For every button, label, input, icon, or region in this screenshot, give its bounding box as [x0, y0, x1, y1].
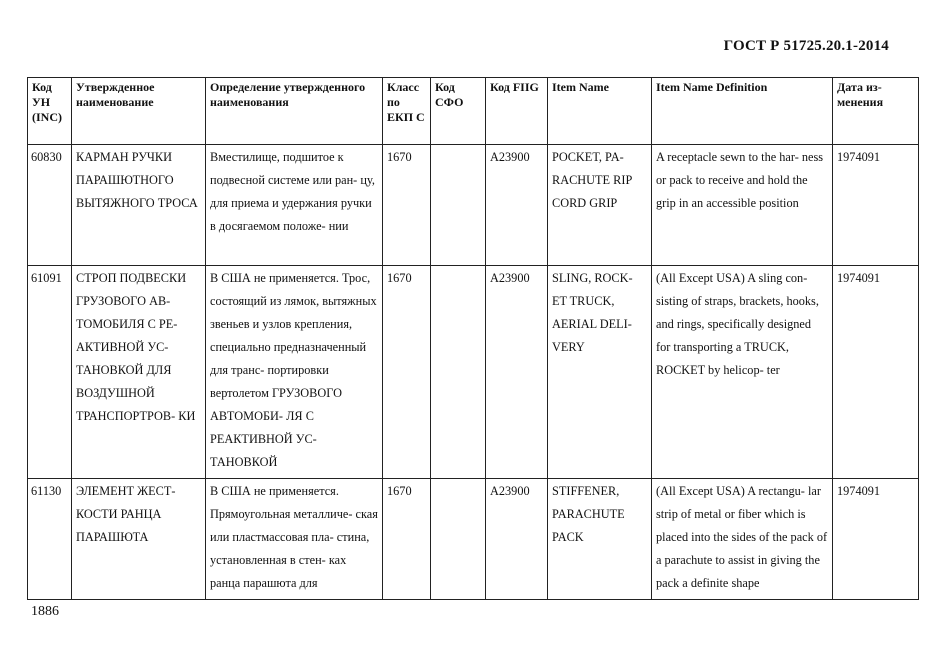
header-change-date: Дата из- менения — [833, 78, 919, 145]
cell-ekps-class: 1670 — [383, 145, 431, 266]
header-fiig-code: Код FIIG — [486, 78, 548, 145]
cell-item-name-definition: (All Except USA) A sling con- sisting of straps, brackets, hooks, and rings, specifically designed for transporting a TRUCK, ROCKET by helicop- ter — [652, 266, 833, 479]
header-name-definition: Определение утвержденного наименования — [206, 78, 383, 145]
cell-fiig-code: A23900 — [486, 145, 548, 266]
cell-change-date: 1974091 — [833, 266, 919, 479]
cell-item-name: SLING, ROCK- ET TRUCK, AERIAL DELI- VERY — [548, 266, 652, 479]
catalog-table-container — [27, 77, 918, 600]
catalog-table — [27, 77, 919, 600]
cell-inc-code: 61130 — [28, 479, 72, 600]
header-inc-code: Код УН (INC) — [28, 78, 72, 145]
cell-inc-code: 61091 — [28, 266, 72, 479]
cell-item-name: POCKET, PA- RACHUTE RIP CORD GRIP — [548, 145, 652, 266]
cell-sfo-code — [431, 145, 486, 266]
document-code: ГОСТ Р 51725.20.1-2014 — [723, 38, 889, 54]
cell-sfo-code — [431, 266, 486, 479]
cell-approved-name: ЭЛЕМЕНТ ЖЕСТ- КОСТИ РАНЦА ПАРАШЮТА — [72, 479, 206, 600]
cell-approved-name: СТРОП ПОДВЕСКИ ГРУЗОВОГО АВ- ТОМОБИЛЯ С РЕ- АКТИВНОЙ УС- ТАНОВКОЙ ДЛЯ ВОЗДУШНОЙ ТРАНСПОРТРОВ- КИ — [72, 266, 206, 479]
cell-ekps-class: 1670 — [383, 479, 431, 600]
header-ekps-class: Класс по ЕКП С — [383, 78, 431, 145]
header-approved-name: Утвержденное наименование — [72, 78, 206, 145]
header-item-name-definition: Item Name Definition — [652, 78, 833, 145]
header-sfo-code: Код СФО — [431, 78, 486, 145]
cell-item-name: STIFFENER, PARACHUTE PACK — [548, 479, 652, 600]
cell-item-name-definition: A receptacle sewn to the har- ness or pack to receive and hold the grip in an accessible position — [652, 145, 833, 266]
table-row — [28, 145, 919, 266]
cell-change-date: 1974091 — [833, 479, 919, 600]
cell-item-name-definition: (All Except USA) A rectangu- lar strip of metal or fiber which is placed into the sides of the pack of a parachute to assist in giving the pack a definite shape — [652, 479, 833, 600]
cell-name-definition: В США не применяется. Прямоугольная металличе- ская или пластмассовая пла- стина, установленная в стен- ках ранца парашюта для — [206, 479, 383, 600]
cell-fiig-code: A23900 — [486, 479, 548, 600]
table-header-row — [28, 78, 919, 145]
cell-name-definition: В США не применяется. Трос, состоящий из лямок, вытяжных звеньев и узлов крепления, специально предназначенный для транс- портировки вертолетом ГРУЗОВОГО АВТОМОБИ- ЛЯ С РЕАКТИВНОЙ УС- ТАНОВКОЙ — [206, 266, 383, 479]
cell-fiig-code: A23900 — [486, 266, 548, 479]
table-row — [28, 266, 919, 479]
cell-sfo-code — [431, 479, 486, 600]
page-number: 1886 — [31, 604, 59, 619]
cell-approved-name: КАРМАН РУЧКИ ПАРАШЮТНОГО ВЫТЯЖНОГО ТРОСА — [72, 145, 206, 266]
cell-name-definition: Вместилище, подшитое к подвесной системе или ран- цу, для приема и удержания ручки в досягаемом положе- нии — [206, 145, 383, 266]
cell-change-date: 1974091 — [833, 145, 919, 266]
table-row — [28, 479, 919, 600]
header-item-name: Item Name — [548, 78, 652, 145]
cell-ekps-class: 1670 — [383, 266, 431, 479]
cell-inc-code: 60830 — [28, 145, 72, 266]
